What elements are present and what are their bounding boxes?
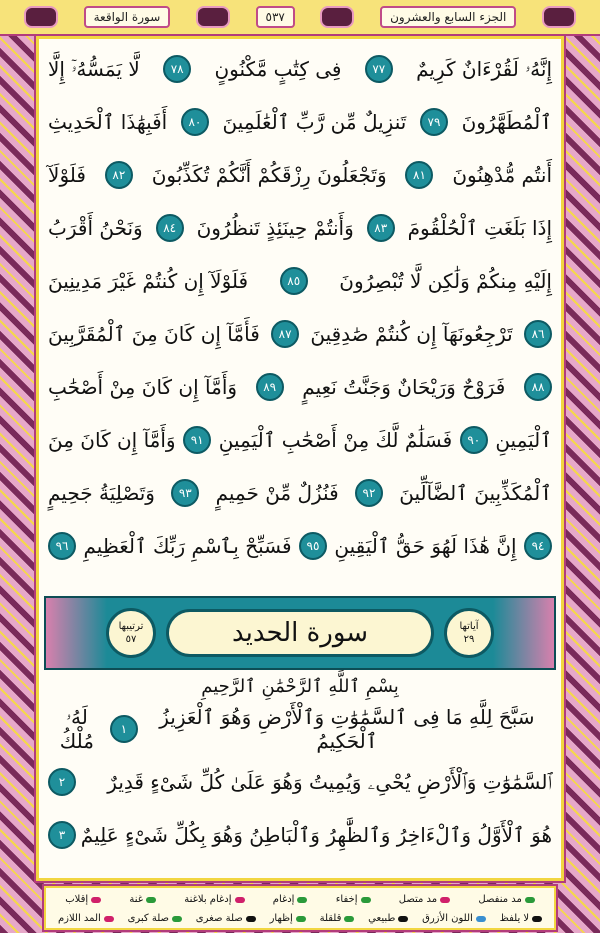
- legend-label: إدغام: [272, 894, 295, 905]
- color-swatch-icon: [361, 897, 371, 903]
- verse-text: إِنَّ هَٰذَا لَهُوَ حَقُّ ٱلْيَقِينِ: [334, 533, 517, 558]
- text-line: [48, 360, 552, 413]
- verse-text: وَنَحْنُ أَقْرَبُ: [48, 215, 143, 240]
- ayah-number-marker: ٩٦: [48, 532, 76, 560]
- ayah-number-marker: ٨٩: [256, 373, 284, 401]
- color-swatch-icon: [104, 916, 114, 922]
- text-line: [48, 702, 552, 755]
- verse-count-medallion: [444, 608, 494, 658]
- ayah-number-marker: ٨٧: [271, 320, 299, 348]
- verse-text: لَهُۥ مُلْكُ: [59, 704, 94, 753]
- legend-label: المد اللازم: [57, 913, 101, 924]
- verse-text: ٱلسَّمَٰوَٰتِ وَٱلْأَرْضِ يُحْىِۦ وَيُمِيتُ وَهُوَ عَلَىٰ كُلِّ شَىْءٍ قَدِيرٌ: [107, 769, 552, 794]
- color-swatch-icon: [91, 897, 101, 903]
- order-label: ترتيبها: [118, 621, 144, 632]
- legend-row: [52, 909, 548, 928]
- verse-text: ٱلْيَمِينِ: [495, 427, 552, 452]
- legend-item: [336, 894, 371, 905]
- color-swatch-icon: [146, 897, 156, 903]
- color-swatch-icon: [525, 897, 535, 903]
- color-swatch-icon: [297, 897, 307, 903]
- verse-text: إِنَّهُۥ لَقُرْءَانٌ كَرِيمٌ: [416, 56, 552, 81]
- legend-item: [270, 913, 306, 924]
- order-value: ٥٧: [125, 634, 137, 645]
- legend-item: [65, 894, 101, 905]
- verse-text: أَفَبِهَٰذَا ٱلْحَدِيثِ: [48, 109, 168, 134]
- color-swatch-icon: [296, 916, 306, 922]
- verse-text: فَسَلَٰمٌ لَّكَ مِنْ أَصْحَٰبِ ٱلْيَمِينِ: [218, 427, 453, 452]
- legend-label: قلقلة: [319, 913, 342, 924]
- surah-name-header: سورة الواقعة: [84, 6, 171, 28]
- ayah-number-marker: ٧٩: [420, 108, 448, 136]
- text-line: [48, 519, 552, 572]
- basmala: بِسْمِ ٱللَّهِ ٱلرَّحْمَٰنِ ٱلرَّحِيمِ: [201, 676, 399, 697]
- legend-label: إخفاء: [335, 894, 358, 905]
- page-number: ٥٣٧: [256, 6, 295, 28]
- ayah-number-marker: ٨٠: [181, 108, 209, 136]
- verse-text: وَأَمَّآ إِن كَانَ مِنْ أَصْحَٰبِ: [48, 374, 238, 399]
- verse-text: فَرَوْحٌ وَرَيْحَانٌ وَجَنَّتُ نَعِيمٍ: [302, 374, 506, 399]
- text-line: [48, 254, 552, 307]
- legend-label: إظهار: [269, 913, 293, 924]
- color-swatch-icon: [398, 916, 408, 922]
- ayah-number-marker: ٨٢: [105, 161, 133, 189]
- verse-text: فِى كِتَٰبٍ مَّكْنُونٍ: [214, 56, 342, 81]
- text-line: [48, 808, 552, 861]
- ayah-number-marker: ٨٤: [156, 214, 184, 242]
- legend-item: [500, 913, 543, 924]
- legend-label: اللون الأزرق: [422, 913, 473, 924]
- color-swatch-icon: [532, 916, 542, 922]
- ayah-number-marker: ٣: [48, 821, 76, 849]
- ayah-number-marker: ٨٣: [367, 214, 395, 242]
- legend-label: لا يلفظ: [499, 913, 530, 924]
- legend-label: مد متصل: [398, 894, 438, 905]
- verse-text: أَنتُم مُّدْهِنُونَ: [452, 162, 552, 187]
- legend-item: [273, 894, 308, 905]
- color-swatch-icon: [476, 916, 486, 922]
- ayah-number-marker: ١: [110, 715, 138, 743]
- legend-label: غنة: [129, 894, 144, 905]
- legend-row: [52, 890, 548, 909]
- verse-text: لَّا يَمَسُّهُۥٓ إِلَّا: [48, 56, 140, 81]
- verses-label: آياتها: [459, 621, 479, 632]
- verse-text: فَنُزُلٌ مِّنْ حَمِيمٍ: [215, 480, 339, 505]
- ayah-number-marker: ٧٧: [365, 55, 393, 83]
- text-line: [48, 42, 552, 95]
- surah-banner: [44, 596, 556, 670]
- legend-item: [184, 894, 244, 905]
- ayah-number-marker: ٨١: [405, 161, 433, 189]
- verse-text: وَأَمَّآ إِن كَانَ مِنَ: [48, 427, 176, 452]
- legend-item: [58, 913, 114, 924]
- text-line: [48, 307, 552, 360]
- verse-text: وَتَصْلِيَةُ جَحِيمٍ: [48, 480, 155, 505]
- text-line: [48, 466, 552, 519]
- ayah-number-marker: ٩٠: [460, 426, 488, 454]
- verse-text: سَبَّحَ لِلَّهِ مَا فِى ٱلسَّمَٰوَٰتِ وَٱلْأَرْضِ وَهُوَ ٱلْعَزِيزُ ٱلْحَكِيمُ: [159, 704, 535, 753]
- legend-label: طبيعي: [368, 913, 396, 924]
- text-line: [48, 95, 552, 148]
- verse-text: وَأَنتُمْ حِينَئِذٍ تَنظُرُونَ: [196, 215, 354, 240]
- verses-value: ٢٩: [463, 634, 475, 645]
- legend-label: صلة صغرى: [195, 913, 243, 924]
- color-swatch-icon: [172, 916, 182, 922]
- tajweed-legend: [44, 886, 556, 930]
- verse-text: فَلَوْلَآ: [48, 162, 86, 187]
- verses-waqiah: [48, 42, 552, 572]
- legend-label: إدغام بلاغنة: [184, 894, 232, 905]
- legend-label: إقلاب: [65, 894, 89, 905]
- text-line: [48, 413, 552, 466]
- ayah-number-marker: ٩٢: [355, 479, 383, 507]
- juz-label: الجزء السابع والعشرون: [380, 6, 516, 28]
- legend-item: [320, 913, 355, 924]
- ayah-number-marker: ٧٨: [163, 55, 191, 83]
- verse-text: تَنزِيلٌ مِّن رَّبِّ ٱلْعَٰلَمِينَ: [222, 109, 407, 134]
- page-header: [0, 0, 600, 36]
- color-swatch-icon: [440, 897, 450, 903]
- legend-item: [368, 913, 408, 924]
- verse-text: وَتَجْعَلُونَ رِزْقَكُمْ أَنَّكُمْ تُكَذِّبُونَ: [151, 162, 387, 187]
- text-line: [48, 148, 552, 201]
- ayah-number-marker: ٨٦: [524, 320, 552, 348]
- color-swatch-icon: [235, 897, 245, 903]
- ayah-number-marker: ٩٤: [524, 532, 552, 560]
- ayah-number-marker: ٩١: [183, 426, 211, 454]
- ayah-number-marker: ٢: [48, 768, 76, 796]
- ornament-icon: [24, 6, 58, 28]
- color-swatch-icon: [344, 916, 354, 922]
- legend-item: [399, 894, 450, 905]
- legend-item: [422, 913, 486, 924]
- ornament-icon: [542, 6, 576, 28]
- ayah-number-marker: ٨٨: [524, 373, 552, 401]
- verse-text: إِلَيْهِ مِنكُمْ وَلَٰكِن لَّا تُبْصِرُونَ: [339, 268, 552, 293]
- surah-order-medallion: [106, 608, 156, 658]
- ayah-number-marker: ٨٥: [280, 267, 308, 295]
- verse-text: فَلَوْلَآ إِن كُنتُمْ غَيْرَ مَدِينِينَ: [48, 268, 249, 293]
- ayah-number-marker: ٩٣: [171, 479, 199, 507]
- verse-text: فَأَمَّآ إِن كَانَ مِنَ ٱلْمُقَرَّبِينَ: [48, 321, 260, 346]
- legend-item: [478, 894, 534, 905]
- legend-item: [196, 913, 256, 924]
- ornament-icon: [196, 6, 230, 28]
- legend-item: [128, 913, 182, 924]
- text-line: [48, 755, 552, 808]
- legend-item: [129, 894, 156, 905]
- ornament-icon: [320, 6, 354, 28]
- verse-text: فَسَبِّحْ بِٱسْمِ رَبِّكَ ٱلْعَظِيمِ: [83, 533, 292, 558]
- verse-text: تَرْجِعُونَهَآ إِن كُنتُمْ صَٰدِقِينَ: [310, 321, 513, 346]
- verse-text: إِذَا بَلَغَتِ ٱلْحُلْقُومَ: [407, 215, 552, 240]
- verses-hadid: [48, 702, 552, 861]
- color-swatch-icon: [246, 916, 256, 922]
- legend-label: مد منفصل: [478, 894, 522, 905]
- verse-text: هُوَ ٱلْأَوَّلُ وَٱلْءَاخِرُ وَٱلظَّٰهِرُ وَٱلْبَاطِنُ وَهُوَ بِكُلِّ شَىْءٍ عَلِيمٌ: [80, 822, 552, 847]
- verse-text: ٱلْمُطَهَّرُونَ: [461, 109, 552, 134]
- legend-label: صلة كبرى: [127, 913, 170, 924]
- text-line: [48, 201, 552, 254]
- surah-title: سورة الحديد: [166, 609, 434, 657]
- verse-text: ٱلْمُكَذِّبِينَ ٱلضَّآلِّينَ: [399, 480, 552, 505]
- ayah-number-marker: ٩٥: [299, 532, 327, 560]
